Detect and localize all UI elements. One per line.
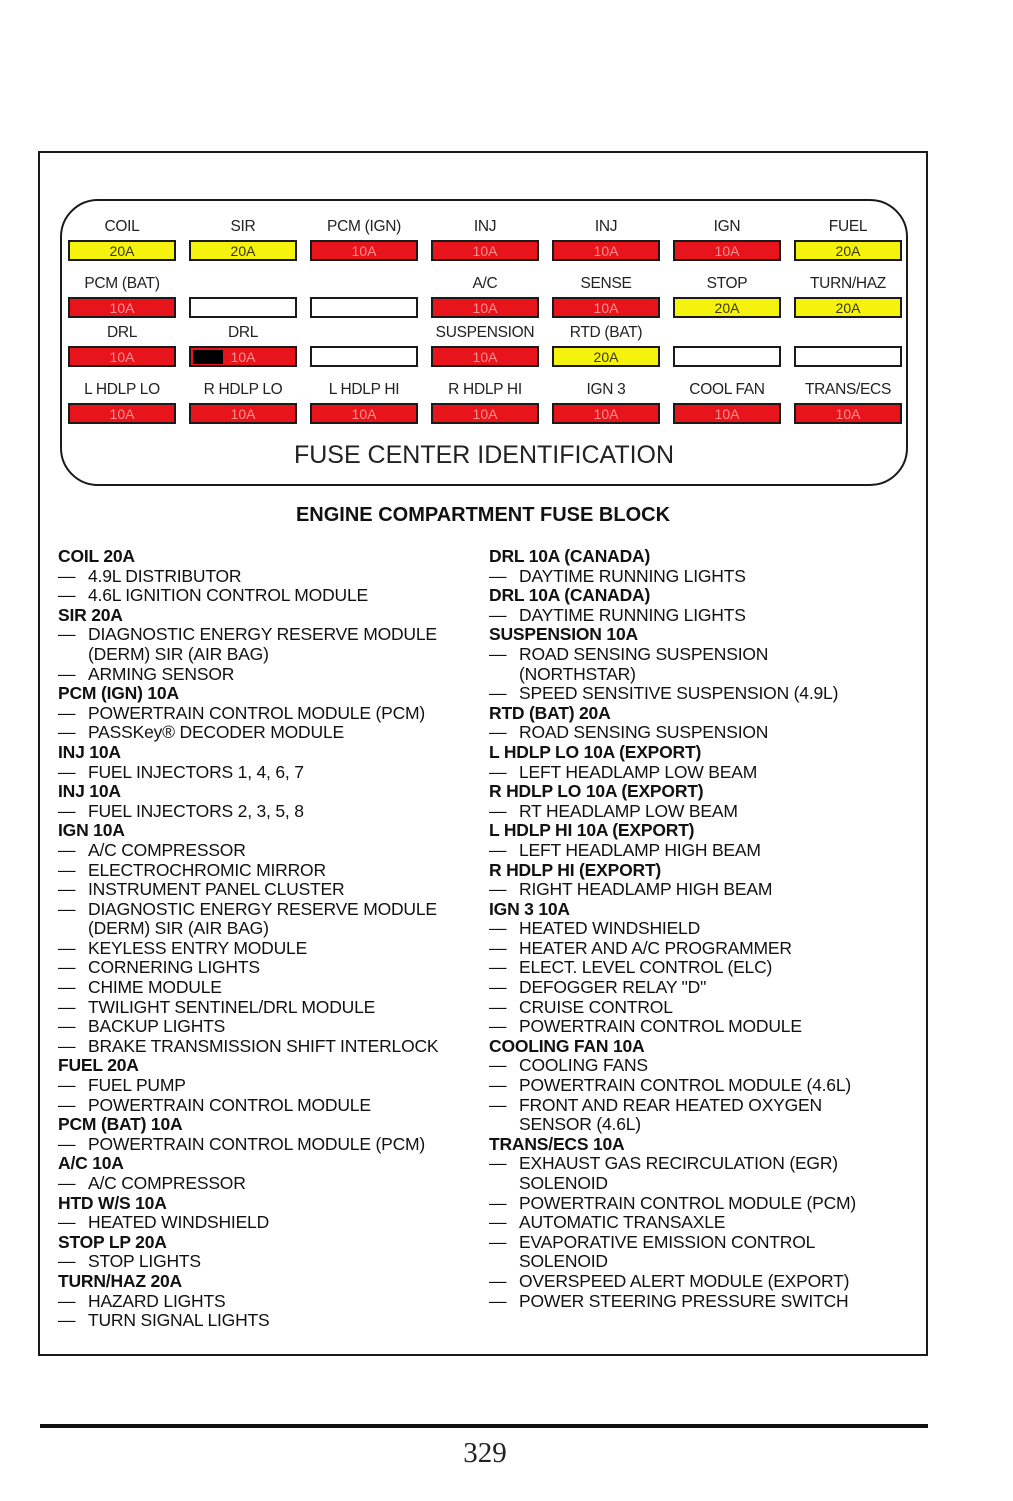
fuse-heading: DRL 10A (CANADA) bbox=[489, 546, 651, 566]
fuse-circuit-continuation: (NORTHSTAR) bbox=[519, 663, 636, 684]
fuse-label: SUSPENSION bbox=[435, 324, 535, 341]
fuse-circuit-item: — COOLING FANS bbox=[489, 1056, 919, 1076]
fuse-circuit-item: — A/C COMPRESSOR bbox=[58, 1174, 488, 1194]
fuse-circuit-continuation: SOLENOID bbox=[519, 1251, 608, 1272]
fuse-amperage: 10A bbox=[714, 243, 740, 259]
fuse-amperage: 10A bbox=[714, 406, 740, 422]
fuse-circuit-item: — ELECT. LEVEL CONTROL (ELC) bbox=[489, 958, 919, 978]
fuse-label: COOL FAN bbox=[689, 381, 765, 398]
footer-rule bbox=[40, 1424, 928, 1428]
fuse-amperage: 10A bbox=[593, 406, 619, 422]
fuse-circuit-item: — PASSKey® DECODER MODULE bbox=[58, 723, 488, 743]
fuse-circuit-item: — FUEL INJECTORS 1, 4, 6, 7 bbox=[58, 763, 488, 783]
fuse bbox=[673, 403, 781, 424]
fuse-heading: R HDLP LO 10A (EXPORT) bbox=[489, 781, 704, 802]
empty-fuse-slot bbox=[310, 297, 418, 318]
fuse-circuit-item: — TURN SIGNAL LIGHTS bbox=[58, 1311, 488, 1331]
content-frame bbox=[38, 151, 928, 1356]
fuse-circuit-item: — KEYLESS ENTRY MODULE bbox=[58, 939, 488, 959]
fuse-amperage: 10A bbox=[230, 406, 256, 422]
fuse-amperage: 10A bbox=[230, 349, 256, 365]
fuse-slot bbox=[310, 275, 418, 318]
fuse-label: TURN/HAZ bbox=[810, 275, 886, 292]
fuse-circuit-item: — POWERTRAIN CONTROL MODULE bbox=[489, 1017, 919, 1037]
fuse-label: SIR bbox=[230, 218, 256, 235]
fuse-slot bbox=[68, 218, 176, 261]
fuse bbox=[68, 240, 176, 261]
fuse-circuit-item: — POWER STEERING PRESSURE SWITCH bbox=[489, 1292, 919, 1312]
fuse-heading: TRANS/ECS 10A bbox=[489, 1133, 625, 1154]
fuse-label: IGN bbox=[713, 218, 741, 235]
fuse-heading: STOP LP 20A bbox=[58, 1231, 167, 1252]
fuse-slot bbox=[673, 324, 781, 367]
fuse-circuit-item: — POWERTRAIN CONTROL MODULE (PCM) bbox=[58, 704, 488, 724]
fuse-heading: PCM (BAT) 10A bbox=[58, 1114, 183, 1135]
fuse-circuit-item: — POWERTRAIN CONTROL MODULE bbox=[58, 1096, 488, 1116]
fuse-circuit-item: — HEATER AND A/C PROGRAMMER bbox=[489, 939, 919, 959]
redaction-mark bbox=[193, 350, 223, 364]
fuse-circuit-item: — CORNERING LIGHTS bbox=[58, 958, 488, 978]
fuse-label: PCM (IGN) bbox=[327, 218, 401, 235]
fuse-amperage: 20A bbox=[835, 243, 861, 259]
fuse-circuit-item: — ROAD SENSING SUSPENSION bbox=[489, 723, 919, 743]
fuse-label: INJ bbox=[594, 218, 618, 235]
fuse bbox=[189, 403, 297, 424]
fuse-heading: COIL 20A bbox=[58, 546, 135, 566]
fuse-heading: INJ 10A bbox=[58, 741, 121, 762]
empty-fuse-slot bbox=[189, 297, 297, 318]
fuse-slot bbox=[310, 381, 418, 424]
fuse bbox=[68, 346, 176, 367]
fuse-slot bbox=[310, 324, 418, 367]
fuse-center-title: FUSE CENTER IDENTIFICATION bbox=[293, 441, 675, 469]
fuse bbox=[310, 403, 418, 424]
fuse-label: R HDLP HI bbox=[448, 381, 522, 398]
fuse bbox=[552, 240, 660, 261]
fuse bbox=[552, 297, 660, 318]
fuse-slot bbox=[189, 218, 297, 261]
fuse-circuit-item: — CRUISE CONTROL bbox=[489, 998, 919, 1018]
fuse bbox=[189, 240, 297, 261]
fuse bbox=[68, 297, 176, 318]
fuse-amperage: 10A bbox=[109, 349, 135, 365]
fuse bbox=[431, 403, 539, 424]
fuse-label: TRANS/ECS bbox=[804, 381, 891, 398]
fuse-slot bbox=[552, 324, 660, 367]
fuse-amperage: 10A bbox=[472, 349, 498, 365]
fuse-slot bbox=[794, 275, 902, 318]
fuse-circuit-item: — SPEED SENSITIVE SUSPENSION (4.9L) bbox=[489, 684, 919, 704]
fuse bbox=[310, 240, 418, 261]
fuse bbox=[794, 240, 902, 261]
fuse-circuit-continuation: (DERM) SIR (AIR BAG) bbox=[88, 643, 269, 664]
fuse-circuit-item: — ARMING SENSOR bbox=[58, 665, 488, 685]
fuse-amperage: 10A bbox=[351, 243, 377, 259]
fuse-label bbox=[310, 324, 418, 342]
fuse-circuit-item: — ELECTROCHROMIC MIRROR bbox=[58, 861, 488, 881]
fuse bbox=[68, 403, 176, 424]
fuse-label bbox=[310, 275, 418, 293]
fuse-slot bbox=[552, 218, 660, 261]
fuse-amperage: 20A bbox=[109, 243, 135, 259]
fuse-slot bbox=[431, 381, 539, 424]
fuse-circuit-item: — DEFOGGER RELAY "D" bbox=[489, 978, 919, 998]
fuse-circuit-item: — INSTRUMENT PANEL CLUSTER bbox=[58, 880, 488, 900]
fuse-circuit-item: — RT HEADLAMP LOW BEAM bbox=[489, 802, 919, 822]
fuse-heading: R HDLP HI (EXPORT) bbox=[489, 859, 662, 880]
fuse-label: L HDLP LO bbox=[84, 381, 160, 398]
fuse-circuit-item: — POWERTRAIN CONTROL MODULE (4.6L) bbox=[489, 1076, 919, 1096]
fuse-slot bbox=[189, 275, 297, 318]
fuse-circuit-item: — EXHAUST GAS RECIRCULATION (EGR) bbox=[489, 1154, 919, 1174]
fuse-slot bbox=[68, 381, 176, 424]
fuse bbox=[552, 346, 660, 367]
left-fuse-list bbox=[58, 547, 488, 1331]
fuse-heading: L HDLP LO 10A (EXPORT) bbox=[489, 741, 702, 762]
fuse-heading: DRL 10A (CANADA) bbox=[489, 585, 651, 606]
fuse-circuit-item: — ROAD SENSING SUSPENSION bbox=[489, 645, 919, 665]
fuse-circuit-item: — A/C COMPRESSOR bbox=[58, 841, 488, 861]
fuse-slot bbox=[794, 218, 902, 261]
fuse-amperage: 10A bbox=[835, 406, 861, 422]
fuse-center-diagram bbox=[60, 199, 908, 486]
fuse-circuit-item: — DAYTIME RUNNING LIGHTS bbox=[489, 567, 919, 587]
fuse-heading: INJ 10A bbox=[58, 781, 121, 802]
fuse-circuit-item: — DIAGNOSTIC ENERGY RESERVE MODULE bbox=[58, 900, 488, 920]
fuse-label: RTD (BAT) bbox=[569, 324, 643, 341]
fuse-amperage: 10A bbox=[593, 243, 619, 259]
fuse bbox=[794, 297, 902, 318]
fuse-slot bbox=[673, 381, 781, 424]
fuse-circuit-item: — POWERTRAIN CONTROL MODULE (PCM) bbox=[58, 1135, 488, 1155]
fuse-label: DRL bbox=[227, 324, 259, 341]
fuse-label: L HDLP HI bbox=[328, 381, 400, 398]
fuse-circuit-item: — LEFT HEADLAMP HIGH BEAM bbox=[489, 841, 919, 861]
fuse bbox=[552, 403, 660, 424]
fuse-heading: SIR 20A bbox=[58, 604, 123, 625]
fuse-circuit-item: — 4.6L IGNITION CONTROL MODULE bbox=[58, 586, 488, 606]
fuse bbox=[794, 403, 902, 424]
fuse-heading: HTD W/S 10A bbox=[58, 1192, 167, 1213]
fuse-amperage: 20A bbox=[714, 300, 740, 316]
fuse-circuit-continuation: (DERM) SIR (AIR BAG) bbox=[88, 918, 269, 939]
fuse-slot bbox=[189, 324, 297, 367]
fuse-circuit-item: — EVAPORATIVE EMISSION CONTROL bbox=[489, 1233, 919, 1253]
fuse-slot bbox=[431, 324, 539, 367]
fuse-circuit-item: — 4.9L DISTRIBUTOR bbox=[58, 567, 488, 587]
fuse-circuit-item: — BACKUP LIGHTS bbox=[58, 1017, 488, 1037]
fuse-block-title: ENGINE COMPARTMENT FUSE BLOCK bbox=[295, 504, 671, 526]
fuse-circuit-item: — FRONT AND REAR HEATED OXYGEN bbox=[489, 1096, 919, 1116]
fuse bbox=[673, 297, 781, 318]
right-fuse-list bbox=[489, 547, 919, 1311]
fuse bbox=[431, 240, 539, 261]
fuse-label: FUEL bbox=[828, 218, 868, 235]
fuse-label: DRL bbox=[106, 324, 138, 341]
fuse-circuit-item: — FUEL PUMP bbox=[58, 1076, 488, 1096]
fuse bbox=[431, 346, 539, 367]
fuse-circuit-item: — DAYTIME RUNNING LIGHTS bbox=[489, 606, 919, 626]
fuse-circuit-item: — POWERTRAIN CONTROL MODULE (PCM) bbox=[489, 1194, 919, 1214]
fuse-circuit-item: — STOP LIGHTS bbox=[58, 1252, 488, 1272]
fuse-amperage: 20A bbox=[835, 300, 861, 316]
fuse-circuit-item: — BRAKE TRANSMISSION SHIFT INTERLOCK bbox=[58, 1037, 488, 1057]
fuse-amperage: 10A bbox=[351, 406, 377, 422]
fuse-slot bbox=[673, 218, 781, 261]
fuse-slot bbox=[310, 218, 418, 261]
fuse-heading: SUSPENSION 10A bbox=[489, 624, 638, 645]
fuse-heading: IGN 3 10A bbox=[489, 898, 570, 919]
empty-fuse-slot bbox=[794, 346, 902, 367]
fuse-heading: IGN 10A bbox=[58, 820, 125, 841]
fuse-heading: PCM (IGN) 10A bbox=[58, 683, 179, 704]
fuse bbox=[431, 297, 539, 318]
fuse-circuit-item: — LEFT HEADLAMP LOW BEAM bbox=[489, 763, 919, 783]
fuse-heading: FUEL 20A bbox=[58, 1055, 139, 1076]
fuse-amperage: 10A bbox=[472, 300, 498, 316]
fuse-label: COIL bbox=[104, 218, 140, 235]
fuse-circuit-continuation: SOLENOID bbox=[519, 1173, 608, 1193]
fuse-heading: L HDLP HI 10A (EXPORT) bbox=[489, 820, 695, 841]
fuse-slot bbox=[552, 275, 660, 318]
fuse-amperage: 20A bbox=[593, 349, 619, 365]
fuse-amperage: 10A bbox=[109, 300, 135, 316]
fuse-circuit-item: — DIAGNOSTIC ENERGY RESERVE MODULE bbox=[58, 625, 488, 645]
fuse-amperage: 10A bbox=[109, 406, 135, 422]
fuse-label: PCM (BAT) bbox=[84, 275, 160, 292]
fuse-label bbox=[673, 324, 781, 342]
fuse-label bbox=[794, 324, 902, 342]
fuse bbox=[189, 346, 297, 367]
fuse-label: IGN 3 bbox=[586, 381, 626, 398]
fuse-slot bbox=[794, 324, 902, 367]
fuse-circuit-item: — FUEL INJECTORS 2, 3, 5, 8 bbox=[58, 802, 488, 822]
fuse-label: SENSE bbox=[580, 275, 632, 292]
fuse-slot bbox=[552, 381, 660, 424]
fuse-circuit-item: — HEATED WINDSHIELD bbox=[489, 919, 919, 939]
fuse-label: STOP bbox=[706, 275, 748, 292]
fuse-amperage: 10A bbox=[472, 406, 498, 422]
fuse-slot bbox=[68, 275, 176, 318]
fuse-amperage: 10A bbox=[593, 300, 619, 316]
fuse-slot bbox=[794, 381, 902, 424]
fuse-label bbox=[189, 275, 297, 293]
fuse-label: A/C bbox=[472, 275, 498, 292]
empty-fuse-slot bbox=[673, 346, 781, 367]
fuse-heading: A/C 10A bbox=[58, 1153, 124, 1174]
page-number: 329 bbox=[463, 1437, 507, 1469]
fuse-heading: COOLING FAN 10A bbox=[489, 1035, 645, 1056]
fuse-slot bbox=[189, 381, 297, 424]
fuse-label: INJ bbox=[473, 218, 497, 235]
fuse-amperage: 20A bbox=[230, 243, 256, 259]
fuse-slot bbox=[673, 275, 781, 318]
fuse-circuit-item: — HAZARD LIGHTS bbox=[58, 1292, 488, 1312]
fuse-heading: TURN/HAZ 20A bbox=[58, 1270, 182, 1291]
fuse-circuit-item: — AUTOMATIC TRANSAXLE bbox=[489, 1213, 919, 1233]
fuse-circuit-item: — HEATED WINDSHIELD bbox=[58, 1213, 488, 1233]
fuse-slot bbox=[68, 324, 176, 367]
fuse-label: R HDLP LO bbox=[203, 381, 283, 398]
fuse-circuit-item: — CHIME MODULE bbox=[58, 978, 488, 998]
empty-fuse-slot bbox=[310, 346, 418, 367]
fuse-slot bbox=[431, 275, 539, 318]
fuse-slot bbox=[431, 218, 539, 261]
fuse-heading: RTD (BAT) 20A bbox=[489, 702, 611, 723]
fuse-circuit-item: — OVERSPEED ALERT MODULE (EXPORT) bbox=[489, 1272, 919, 1292]
fuse-circuit-item: — RIGHT HEADLAMP HIGH BEAM bbox=[489, 880, 919, 900]
fuse-amperage: 10A bbox=[472, 243, 498, 259]
fuse bbox=[673, 240, 781, 261]
fuse-circuit-item: — TWILIGHT SENTINEL/DRL MODULE bbox=[58, 998, 488, 1018]
fuse-circuit-continuation: SENSOR (4.6L) bbox=[519, 1114, 641, 1135]
